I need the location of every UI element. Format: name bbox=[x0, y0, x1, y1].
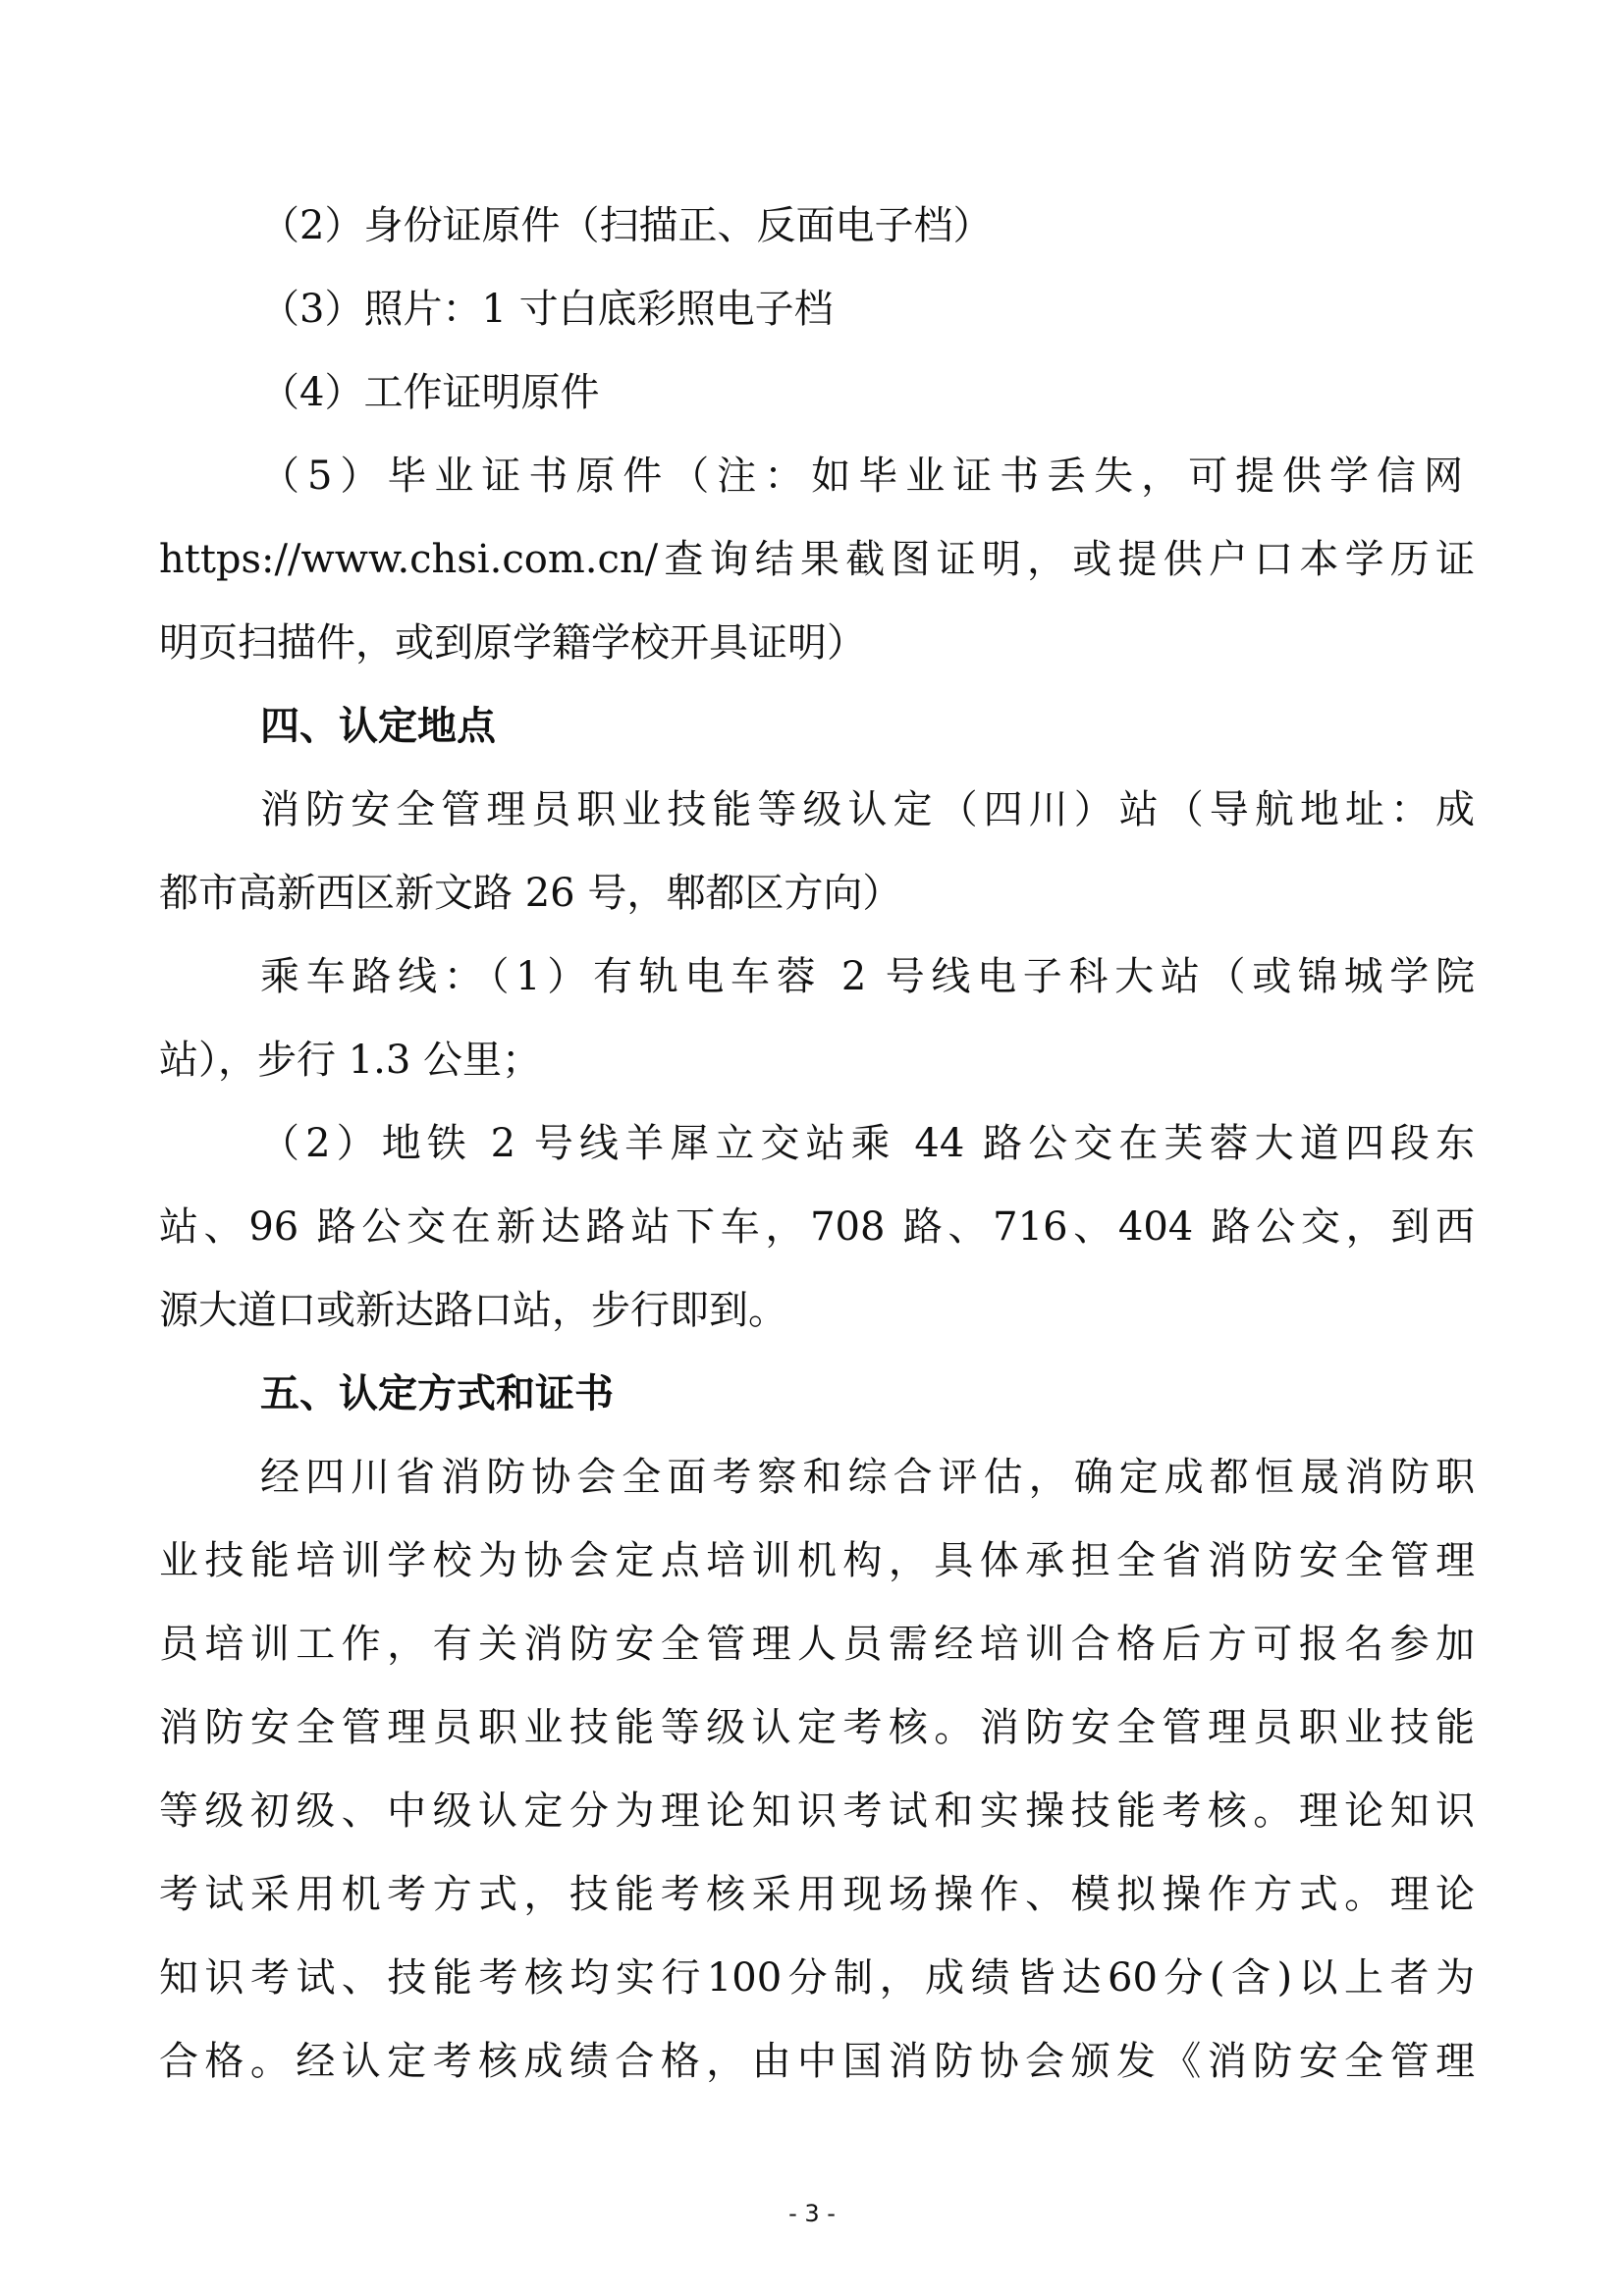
item-diploma-url-line: https://www.chsi.com.cn/查询结果截图证明，或提供户口本学历证 bbox=[159, 537, 1475, 582]
route-line-5: 源大道口或新达路口站，步行即到。 bbox=[159, 1288, 787, 1333]
method-paragraph-line-1: 经四川省消防协会全面考察和综合评估，确定成都恒晟消防职 bbox=[260, 1455, 1475, 1500]
item-photo: （3）照片：1 寸白底彩照电子档 bbox=[260, 287, 834, 332]
item-id-card: （2）身份证原件（扫描正、反面电子档） bbox=[260, 203, 993, 248]
location-paragraph-line-1: 消防安全管理员职业技能等级认定（四川）站（导航地址：成 bbox=[260, 787, 1475, 832]
method-paragraph-line-3: 员培训工作，有关消防安全管理人员需经培训合格后方可报名参加 bbox=[159, 1622, 1475, 1667]
item-diploma-end: 明页扫描件，或到原学籍学校开具证明） bbox=[159, 620, 866, 666]
page-number: - 3 - bbox=[788, 2200, 836, 2227]
route-line-3: （2）地铁 2 号线羊犀立交站乘 44 路公交在芙蓉大道四段东 bbox=[260, 1121, 1475, 1166]
route-line-2: 站），步行 1.3 公里； bbox=[159, 1038, 542, 1083]
method-paragraph-line-5: 等级初级、中级认定分为理论知识考试和实操技能考核。理论知识 bbox=[159, 1789, 1475, 1834]
location-paragraph-line-2: 都市高新西区新文路 26 号，郫都区方向） bbox=[159, 871, 902, 916]
method-paragraph-line-6: 考试采用机考方式，技能考核采用现场操作、模拟操作方式。理论 bbox=[159, 1872, 1475, 1917]
method-paragraph-line-7: 知识考试、技能考核均实行100分制，成绩皆达60分(含)以上者为 bbox=[159, 1955, 1475, 2001]
route-line-1: 乘车路线：（1）有轨电车蓉 2 号线电子科大站（或锦城学院 bbox=[260, 954, 1475, 999]
method-paragraph-line-4: 消防安全管理员职业技能等级认定考核。消防安全管理员职业技能 bbox=[159, 1705, 1475, 1750]
item-work-certificate: （4）工作证明原件 bbox=[260, 370, 600, 415]
method-paragraph-line-8: 合格。经认定考核成绩合格，由中国消防协会颁发《消防安全管理 bbox=[159, 2039, 1475, 2084]
section-heading-location: 四、认定地点 bbox=[260, 703, 496, 749]
item-diploma: （5）毕业证书原件（注：如毕业证书丢失，可提供学信网 bbox=[260, 454, 1463, 499]
section-heading-method: 五、认定方式和证书 bbox=[260, 1370, 614, 1416]
route-line-4: 站、96 路公交在新达路站下车，708 路、716、404 路公交，到西 bbox=[159, 1204, 1475, 1250]
method-paragraph-line-2: 业技能培训学校为协会定点培训机构，具体承担全省消防安全管理 bbox=[159, 1538, 1475, 1583]
